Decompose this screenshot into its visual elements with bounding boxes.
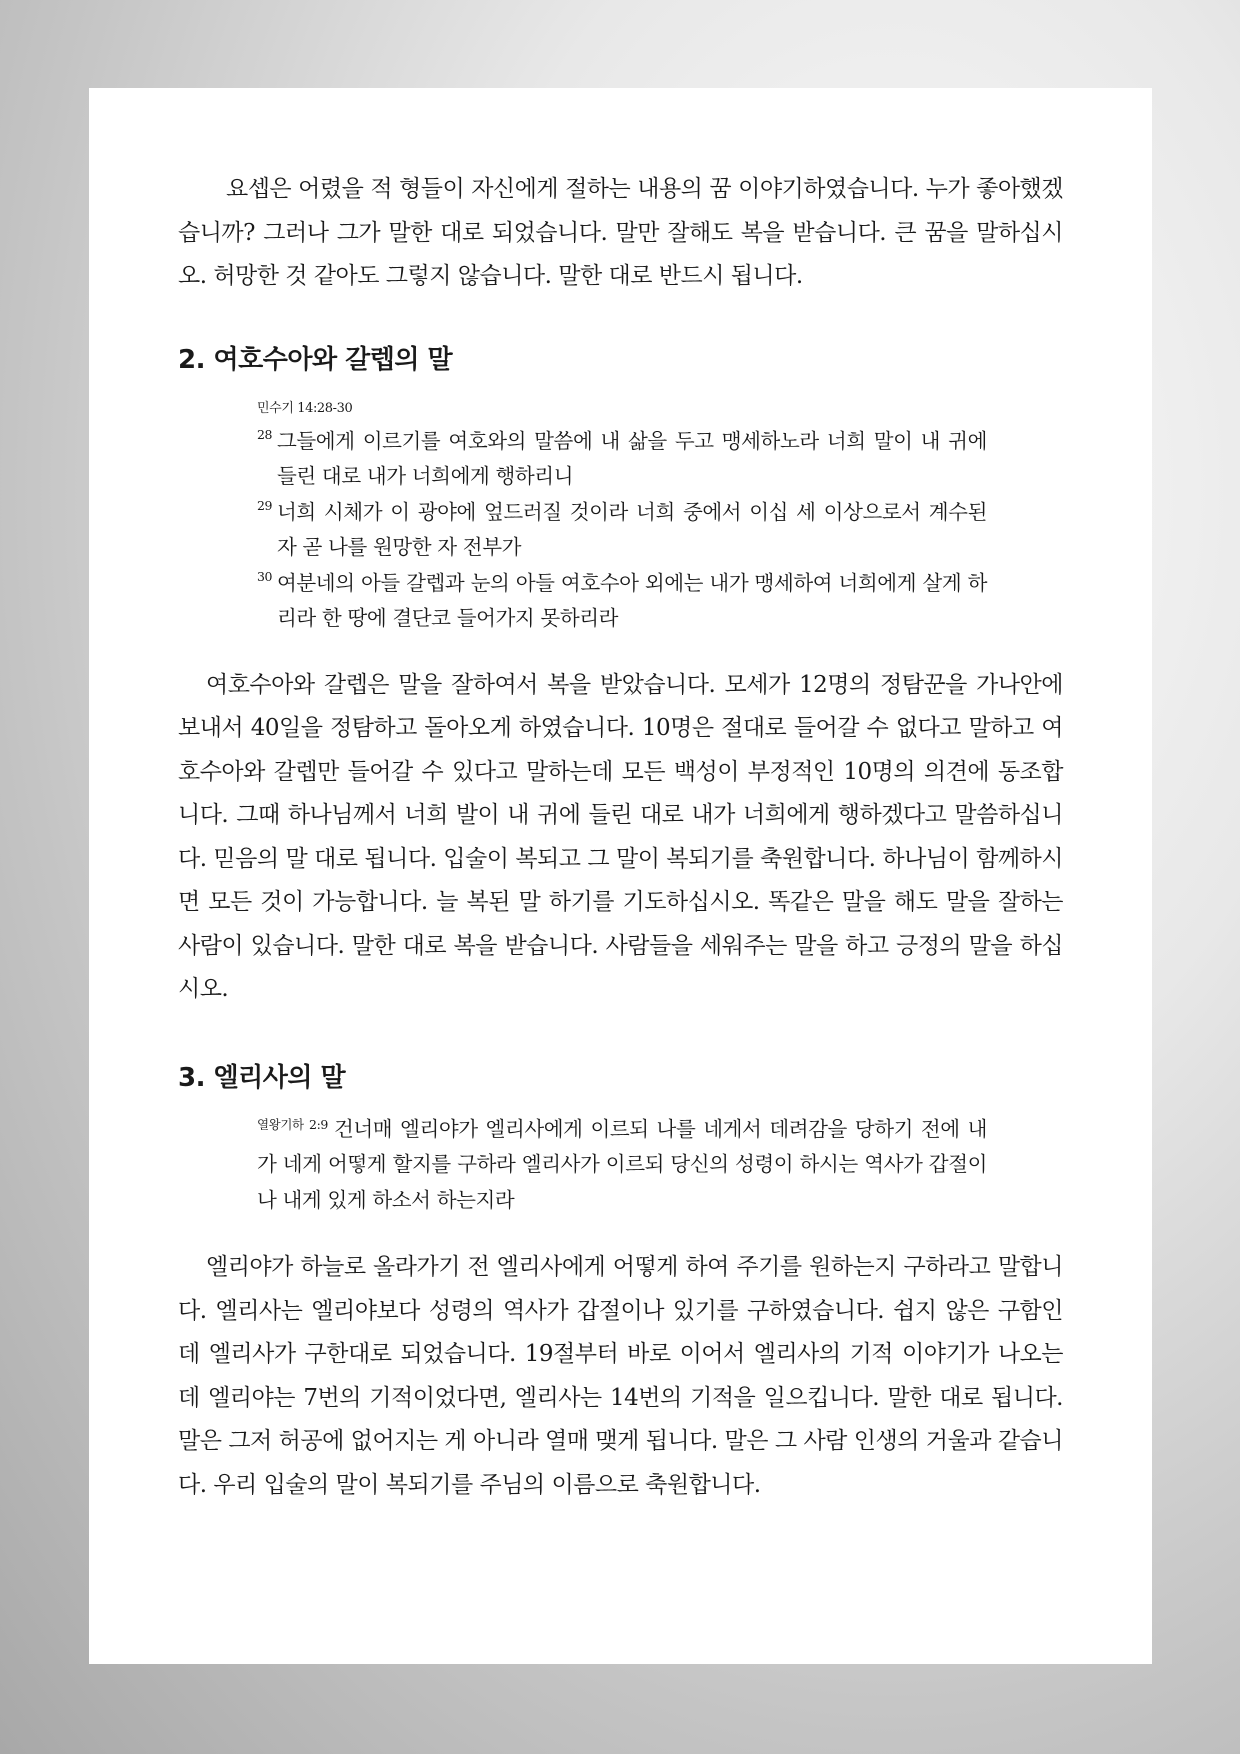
document-page bbox=[89, 88, 1152, 1664]
scripture-reference: 민수기 14:28-30 bbox=[257, 400, 353, 416]
paragraph-joseph: 요셉은 어렸을 적 형들이 자신에게 절하는 내용의 꿈 이야기하였습니다. 누가 좋아했겠습니까? 그러나 그가 말한 대로 되었습니다. 말만 잘해도 복을 받습니다. 큰 꿈을 말하십시오. 허망한 것 같아도 그렇지 않습니다. 말한 대로 반드시 됩니다. bbox=[178, 176, 1063, 289]
verse-item bbox=[257, 424, 987, 495]
scripture-reference: 열왕기하 2:9 bbox=[257, 1116, 328, 1132]
scripture-quote-kings bbox=[257, 1112, 987, 1219]
verse-list bbox=[257, 424, 987, 637]
section-heading-elisha: 3. 엘리사의 말 bbox=[178, 1062, 346, 1093]
verse-text: 건너매 엘리야가 엘리사에게 이르되 나를 네게서 데려감을 당하기 전에 내가 네게 어떻게 할지를 구하라 엘리사가 이르되 당신의 성령이 하시는 역사가 갑절이나 내게 있게 하소서 하는지라 bbox=[257, 1116, 987, 1212]
verse-number: 29 bbox=[257, 497, 273, 513]
scripture-quote-numbers bbox=[257, 400, 987, 637]
verse-text: 그들에게 이르기를 여호와의 말씀에 내 삶을 두고 맹세하노라 너희 말이 내 귀에 들린 대로 내가 너희에게 행하리니 bbox=[277, 428, 987, 488]
verse-text: 여분네의 아들 갈렙과 눈의 아들 여호수아 외에는 내가 맹세하여 너희에게 살게 하리라 한 땅에 결단코 들어가지 못하리라 bbox=[277, 570, 987, 630]
verse-number: 30 bbox=[257, 568, 273, 584]
verse-item bbox=[257, 495, 987, 566]
section-heading-joshua-caleb: 2. 여호수아와 갈렙의 말 bbox=[178, 344, 453, 375]
paragraph-joshua-caleb: 여호수아와 갈렙은 말을 잘하여서 복을 받았습니다. 모세가 12명의 정탐꾼을 가나안에 보내서 40일을 정탐하고 돌아오게 하였습니다. 10명은 절대로 들어갈 수 없다고 말하고 여호수아와 갈렙만 들어갈 수 있다고 말하는데 모든 백성이 부정적인 10명의 의견에 동조합니다. 그때 하나님께서 너희 발이 내 귀에 들린 대로 내가 너희에게 행하겠다고 말씀하십니다. 믿음의 말 대로 됩니다. 입술이 복되고 그 말이 복되기를 축원합니다. 하나님이 함께하시면 모든 것이 가능합니다. 늘 복된 말 하기를 기도하십시오. 똑같은 말을 해도 말을 잘하는 사람이 있습니다. 말한 대로 복을 받습니다. 사람들을 세워주는 말을 하고 긍정의 말을 하십시오. bbox=[178, 671, 1063, 1002]
verse-number: 28 bbox=[257, 426, 273, 442]
verse-text: 너희 시체가 이 광야에 엎드러질 것이라 너희 중에서 이십 세 이상으로서 계수된 자 곧 나를 원망한 자 전부가 bbox=[277, 499, 987, 559]
verse-item bbox=[257, 566, 987, 637]
paragraph-elisha: 엘리야가 하늘로 올라가기 전 엘리사에게 어떻게 하여 주기를 원하는지 구하라고 말합니다. 엘리사는 엘리야보다 성령의 역사가 갑절이나 있기를 구하였습니다. 쉽지 않은 구함인데 엘리사가 구한대로 되었습니다. 19절부터 바로 이어서 엘리사의 기적 이야기가 나오는데 엘리야는 7번의 기적이었다면, 엘리사는 14번의 기적을 일으킵니다. 말한 대로 됩니다. 말은 그저 허공에 없어지는 게 아니라 열매 맺게 됩니다. 말은 그 사람 인생의 거울과 같습니다. 우리 입술의 말이 복되기를 주님의 이름으로 축원합니다. bbox=[178, 1254, 1063, 1498]
